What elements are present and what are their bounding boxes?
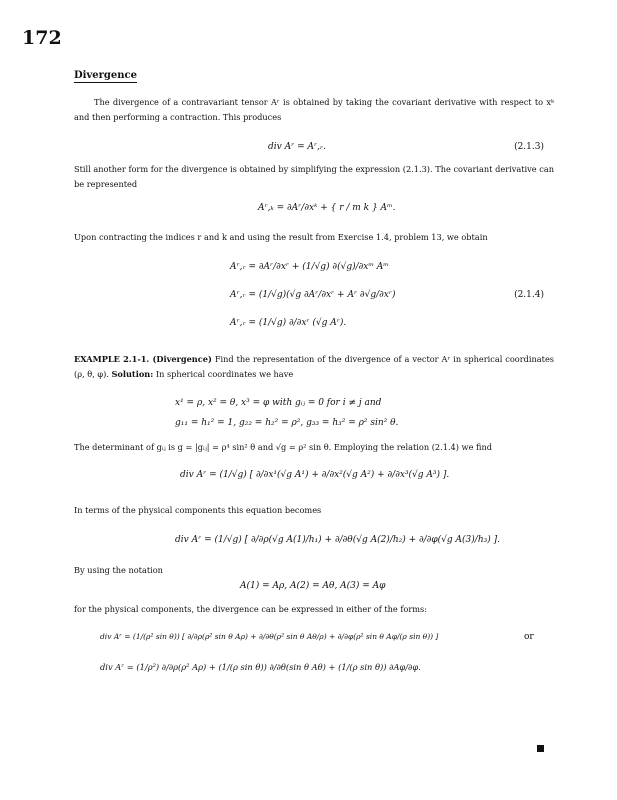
- paragraph-physical-components: In terms of the physical components this equation becomes: [74, 505, 322, 515]
- equation-div-physical: div Aʳ = (1/√g) [ ∂/∂ρ(√g A(1)/h₁) + ∂/∂θ(√g A(2)/h₂) + ∂/∂φ(√g A(3)/h₃) ].: [175, 535, 500, 545]
- equation-or: or: [524, 632, 534, 642]
- equation-2-1-4-line2: Aʳ,ᵣ = (1/√g)(√g ∂Aʳ/∂xʳ + Aʳ ∂√g/∂xʳ): [230, 290, 396, 300]
- section-heading: Divergence: [74, 70, 137, 81]
- equation-notation: A(1) = Aρ, A(2) = Aθ, A(3) = Aφ: [240, 581, 386, 591]
- equation-metric-components: g₁₁ = h₁² = 1, g₂₂ = h₂² = ρ², g₃₃ = h₃² = ρ² sin² θ.: [175, 418, 399, 428]
- paragraph-intro: The divergence of a contravariant tensor Aʳ is obtained by taking the covariant derivative with respect to xᵏ and then performing a contraction. This produces: [74, 97, 554, 122]
- equation-2-1-4-line3: Aʳ,ᵣ = (1/√g) ∂/∂xʳ (√g Aʳ).: [230, 318, 347, 328]
- example-label: EXAMPLE 2.1-1. (Divergence): [74, 354, 212, 364]
- end-of-proof-mark: [537, 745, 544, 752]
- equation-2-1-3: div Aʳ = Aʳ,ᵣ.: [268, 142, 326, 152]
- equation-2-1-4-line1: Aʳ,ᵣ = ∂Aʳ/∂xʳ + (1/√g) ∂(√g)/∂xᵐ Aᵐ: [230, 262, 389, 272]
- example-text: Find the representation of the divergence of a vector Aʳ in spherical coordinates (ρ, θ, φ).: [74, 354, 554, 379]
- example-2-1-1: [74, 352, 554, 382]
- paragraph-notation: By using the notation: [74, 565, 163, 575]
- equation-spherical-coords: x¹ = ρ, x² = θ, x³ = φ with gᵢⱼ = 0 for i ≠ j and: [175, 398, 382, 408]
- paragraph-either-forms: for the physical components, the divergence can be expressed in either of the forms:: [74, 604, 427, 614]
- equation-number-2-1-4: (2.1.4): [514, 290, 544, 300]
- paragraph-still-another-form: Still another form for the divergence is obtained by simplifying the expression (2.1.3). The covariant derivative can be represented: [74, 164, 554, 189]
- equation-number-2-1-3: (2.1.3): [514, 142, 544, 152]
- paragraph-determinant: The determinant of gᵢⱼ is g = |gᵢⱼ| = ρ⁴ sin² θ and √g = ρ² sin θ. Employing the relation (2.1.4) we find: [74, 442, 492, 452]
- equation-div-spherical-form2: div Aʳ = (1/ρ²) ∂/∂ρ(ρ² Aρ) + (1/(ρ sin θ)) ∂/∂θ(sin θ Aθ) + (1/(ρ sin θ)) ∂Aφ/∂φ.: [100, 662, 421, 672]
- solution-label: Solution:: [111, 369, 154, 379]
- page-number: 172: [22, 27, 62, 49]
- solution-text: In spherical coordinates we have: [155, 369, 294, 379]
- equation-div-general: div Aʳ = (1/√g) [ ∂/∂x¹(√g A¹) + ∂/∂x²(√g A²) + ∂/∂x³(√g A³) ].: [180, 470, 450, 480]
- equation-covariant-derivative: Aʳ,ₖ = ∂Aʳ/∂xᵏ + { r / m k } Aᵐ.: [258, 203, 396, 213]
- paragraph-contracting: Upon contracting the indices r and k and using the result from Exercise 1.4, problem 13, we obtain: [74, 232, 488, 242]
- equation-div-spherical-form1: div Aʳ = (1/(ρ² sin θ)) [ ∂/∂ρ(ρ² sin θ Aρ) + ∂/∂θ(ρ² sin θ Aθ/ρ) + ∂/∂φ(ρ² sin θ Aφ/(ρ sin θ)) ]: [100, 632, 439, 641]
